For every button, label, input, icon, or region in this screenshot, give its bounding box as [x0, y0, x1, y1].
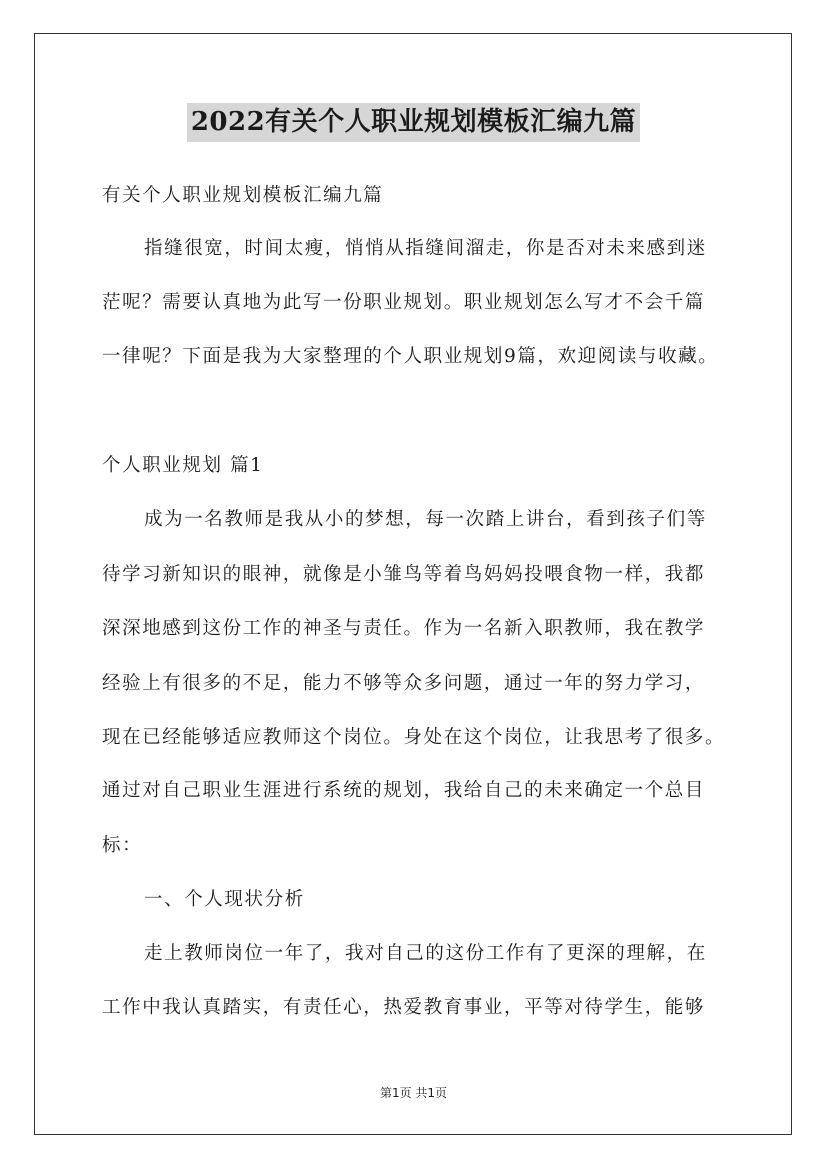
- paragraph-line: 通过对自己职业生涯进行系统的规划，我给自己的未来确定一个总目: [102, 780, 706, 801]
- subsection-heading: 一、个人现状分析: [144, 889, 305, 910]
- paragraph-line: 走上教师岗位一年了，我对自己的这份工作有了更深的理解，在: [144, 943, 707, 964]
- paragraph-line: 指缝很宽，时间太瘦，悄悄从指缝间溜走，你是否对未来感到迷: [144, 238, 707, 259]
- subtitle: 有关个人职业规划模板汇编九篇: [102, 185, 384, 206]
- paragraph-line: 标：: [102, 835, 143, 856]
- document-title: [0, 103, 827, 142]
- paragraph-line: 待学习新知识的眼神，就像是小雏鸟等着鸟妈妈投喂食物一样，我都: [102, 564, 706, 585]
- section-heading: 个人职业规划 篇1: [102, 455, 264, 476]
- document-title-text: 2022有关个人职业规划模板汇编九篇: [187, 103, 640, 142]
- paragraph-line: 深深地感到这份工作的神圣与责任。作为一名新入职教师，我在教学: [102, 618, 706, 639]
- paragraph-line: 经验上有很多的不足，能力不够等众多问题，通过一年的努力学习，: [102, 673, 706, 694]
- paragraph-line: 茫呢？需要认真地为此写一份职业规划。职业规划怎么写才不会千篇: [102, 292, 706, 313]
- page-number-footer: 第1页 共1页: [379, 1086, 448, 1100]
- paragraph-line: 一律呢？下面是我为大家整理的个人职业规划9篇，欢迎阅读与收藏。: [102, 346, 719, 367]
- paragraph-line: 工作中我认真踏实，有责任心，热爱教育事业，平等对待学生，能够: [102, 997, 706, 1018]
- paragraph-line: 现在已经能够适应教师这个岗位。身处在这个岗位，让我思考了很多。: [102, 727, 726, 748]
- paragraph-line: 成为一名教师是我从小的梦想，每一次踏上讲台，看到孩子们等: [144, 509, 707, 530]
